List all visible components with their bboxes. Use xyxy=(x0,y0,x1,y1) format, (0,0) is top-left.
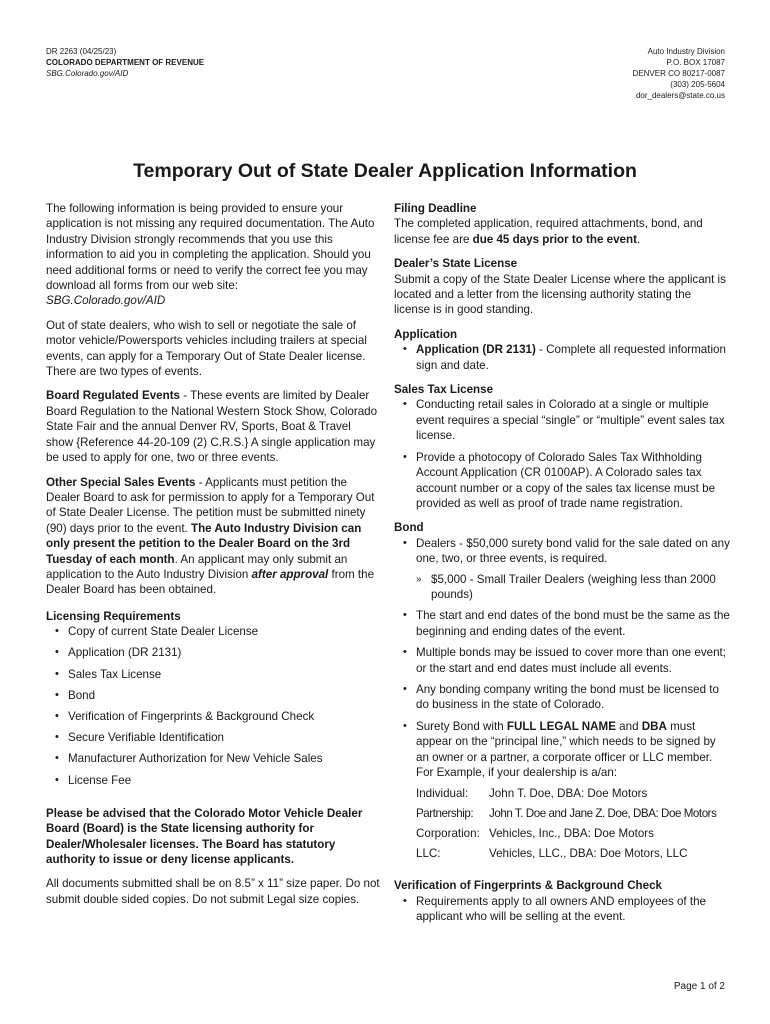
section-heading: Sales Tax License xyxy=(394,383,494,397)
filing-deadline-text: The completed application, required attachments, bond, and license fee are due 45 days prior to the event. xyxy=(394,217,703,246)
intro-paragraph: The following information is being provided to ensure your application is not missing any required documentation. The Auto Industry Division strongly recommends that you use this information to aid you in completing the application. Should you need additional forms or need to verify the correct fee you may download all forms from our web site: SBG.Colorado.gov/AID xyxy=(46,202,375,308)
entity-examples-table xyxy=(416,786,716,866)
list-item: • Conducting retail sales in Colorado at a single or multiple event requires a special “single” or “multiple” event sales tax license. xyxy=(401,397,730,443)
sales-tax-list xyxy=(394,397,730,511)
table-row: Partnership: John T. Doe and Jane Z. Doe, DBA: Doe Motors xyxy=(416,807,717,821)
document-requirements: All documents submitted shall be on 8.5” x 11” size paper. Do not submit double sided copies. Do not submit Legal size copies. xyxy=(46,877,380,906)
section-heading: Board Regulated Events xyxy=(46,389,181,403)
section-heading: Filing Deadline xyxy=(394,202,477,215)
contact-block xyxy=(633,46,726,101)
list-item: • License Fee xyxy=(53,773,380,788)
right-column xyxy=(394,201,730,931)
section-heading: Dealer’s State License xyxy=(394,257,518,271)
other-special-sales-events: Other Special Sales Events - Applicants must petition the Dealer Board to ask for permission to apply for a Temporary Out of State Dealer License. The petition must be submitted ninety (90) days prior to the event. The Auto Industry Division can only present the petition to the Dealer Board on the 3rd Tuesday of each month. An applicant may only submit an application to the Auto Industry Division after approval from the Dealer Board has been obtained. xyxy=(46,475,375,597)
board-authority-notice: Please be advised that the Colorado Motor Vehicle Dealer Board (Board) is the State licensing authority for Dealer/Wholesaler licenses. The Board has statutory authority to issue or deny license applicants. xyxy=(46,806,363,866)
fingerprint-list xyxy=(394,894,730,925)
list-item: • Surety Bond with FULL LEGAL NAME and DBA must appear on the “principal line,” which needs to be signed by an owner or a partner, a corporate officer or LLC member. For Example, if your dealership is a/an: xyxy=(401,719,730,781)
list-item: • Copy of current State Dealer License xyxy=(53,624,380,639)
list-item: • Multiple bonds may be issued to cover more than one event; or the start and end dates must include all events. xyxy=(401,645,730,676)
table-row: Individual: John T. Doe, DBA: Doe Motors xyxy=(416,787,648,801)
list-item: • Bond xyxy=(53,688,380,703)
licensing-requirements-list xyxy=(46,624,380,788)
list-item: • Manufacturer Authorization for New Vehicle Sales xyxy=(53,751,380,766)
bond-list xyxy=(394,536,730,781)
contact-line: P.O. BOX 17087 xyxy=(666,58,725,67)
table-row: LLC: Vehicles, LLC., DBA: Doe Motors, LLC xyxy=(416,847,688,861)
eligibility-paragraph: Out of state dealers, who wish to sell or negotiate the sale of motor vehicle/Powersports vehicles including trailers at special events, can apply for a Temporary Out of State Dealer license. There are two types of events. xyxy=(46,318,367,379)
list-item: • Requirements apply to all owners AND employees of the applicant who will be selling at the event. xyxy=(401,894,730,925)
list-item: • Application (DR 2131) xyxy=(53,645,380,660)
section-heading: Licensing Requirements xyxy=(46,609,181,623)
list-item: • Secure Verifiable Identification xyxy=(53,730,380,745)
list-item: • The start and end dates of the bond must be the same as the beginning and ending dates of the event. xyxy=(401,608,730,639)
list-item: • Sales Tax License xyxy=(53,667,380,682)
list-item: • Provide a photocopy of Colorado Sales Tax Withholding Account Application (CR 0100AP). A Colorado sales tax account number or a copy of the sales tax license must be provided as well as proof of trade name registration. xyxy=(401,450,730,512)
list-item: • Application (DR 2131) - Complete all requested information sign and date. xyxy=(401,342,730,373)
form-id: DR 2263 (04/25/23) xyxy=(46,47,117,56)
contact-line: DENVER CO 80217-0087 xyxy=(632,69,725,78)
department-name: COLORADO DEPARTMENT OF REVENUE xyxy=(46,58,205,67)
contact-line: (303) 205-5604 xyxy=(670,80,725,89)
list-item: • Dealers - $50,000 surety bond valid for the sale dated on any one, two, or three events, is required. » $5,000 - Small Trailer Dealers (weighing less than 2000 pounds) xyxy=(401,536,730,603)
list-item: • Verification of Fingerprints & Background Check xyxy=(53,709,380,724)
form-header xyxy=(46,46,204,79)
section-heading: Bond xyxy=(394,521,424,535)
website-link: SBG.Colorado.gov/AID xyxy=(46,294,166,308)
department-website: SBG.Colorado.gov/AID xyxy=(46,69,129,78)
sub-list xyxy=(416,572,730,603)
page-number: Page 1 of 2 xyxy=(673,981,725,992)
section-heading: Verification of Fingerprints & Background Check xyxy=(394,879,662,893)
table-row: Corporation: Vehicles, Inc., DBA: Doe Motors xyxy=(416,827,654,841)
page-title: Temporary Out of State Dealer Application Information xyxy=(133,160,637,182)
section-heading: Other Special Sales Events xyxy=(46,475,196,489)
board-regulated-events: Board Regulated Events - These events are limited by Dealer Board Regulation to the National Western Stock Show, Colorado State Fair and the annual Denver RV, Sports, Boat & Travel show {Reference 44-20-109 (2) C.R.S.} A single application may be used to apply for one, two or three events. xyxy=(46,389,378,465)
contact-line: Auto Industry Division xyxy=(647,47,725,56)
contact-email: dor_dealers@state.co.us xyxy=(635,91,725,100)
left-column xyxy=(46,201,380,907)
sub-list-item: » $5,000 - Small Trailer Dealers (weighing less than 2000 pounds) xyxy=(416,572,730,603)
dealer-state-license-text: Submit a copy of the State Dealer License where the applicant is located and a letter from the licensing authority stating the license is in good standing. xyxy=(394,272,726,317)
list-item: • Any bonding company writing the bond must be licensed to do business in the state of Colorado. xyxy=(401,682,730,713)
application-list xyxy=(394,342,730,373)
section-heading: Application xyxy=(394,327,458,341)
